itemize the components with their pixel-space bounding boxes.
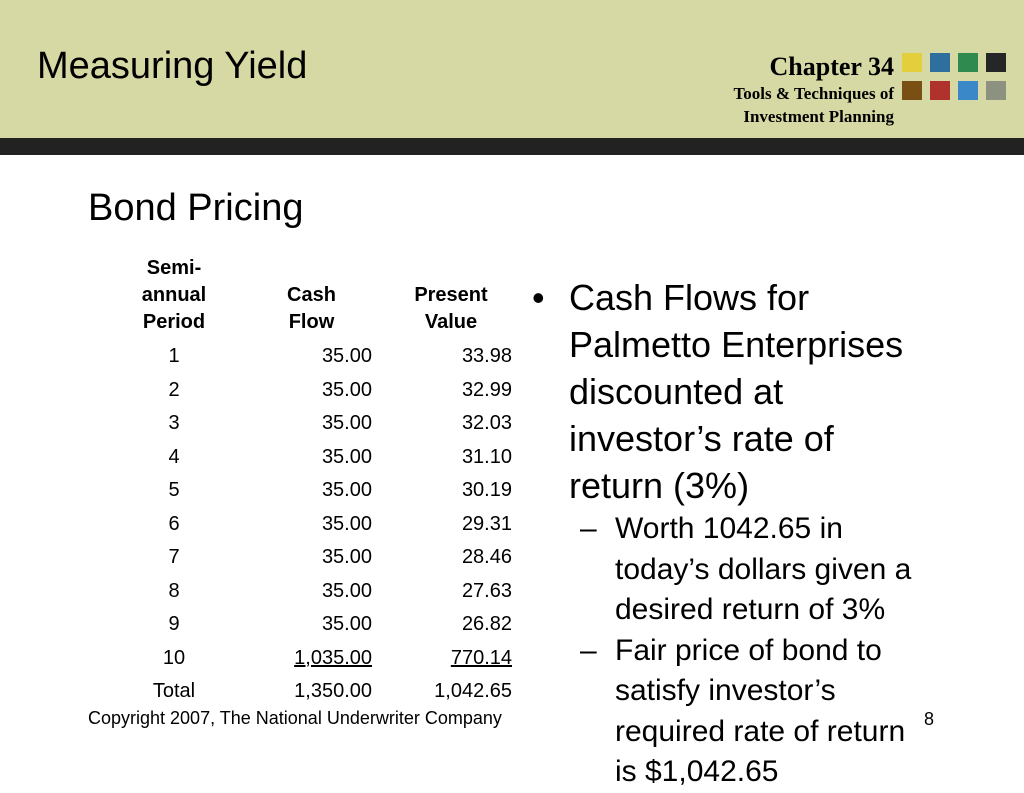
present-value-cell: 33.98 bbox=[461, 345, 512, 368]
section-subtitle: Bond Pricing bbox=[88, 187, 304, 229]
table-row bbox=[125, 340, 512, 374]
table-total-row bbox=[125, 675, 512, 709]
header-line: Present bbox=[414, 284, 488, 306]
cash-flow-cell: 35.00 bbox=[321, 479, 372, 502]
header-line: Semi- bbox=[146, 257, 202, 279]
total-present-value-cell: 1,042.65 bbox=[434, 680, 512, 703]
period-cell: 8 bbox=[168, 579, 180, 602]
header-line: Flow bbox=[288, 311, 335, 333]
bullet-line: investor’s rate of bbox=[569, 418, 834, 459]
cash-flow-cell: 35.00 bbox=[321, 546, 372, 569]
color-square bbox=[902, 53, 922, 72]
period-cell: 5 bbox=[168, 479, 180, 502]
header-divider-bar bbox=[0, 138, 1024, 155]
table-row bbox=[125, 575, 512, 609]
header-line: Cash bbox=[287, 284, 336, 306]
sub-bullet-item bbox=[532, 509, 1012, 631]
slide-title: Measuring Yield bbox=[37, 45, 308, 87]
column-header-present-value bbox=[372, 255, 512, 340]
table-row bbox=[125, 541, 512, 575]
period-cell: 7 bbox=[168, 546, 180, 569]
cash-flow-cell: 35.00 bbox=[321, 613, 372, 636]
table-row bbox=[125, 374, 512, 408]
period-cell: 6 bbox=[168, 512, 180, 535]
copyright-text: Copyright 2007, The National Underwriter Company bbox=[88, 708, 502, 728]
bullet-list bbox=[532, 274, 1012, 793]
bullet-line: Cash Flows for bbox=[569, 277, 810, 318]
table-row bbox=[125, 508, 512, 542]
present-value-cell: 26.82 bbox=[461, 613, 512, 636]
sub-bullet-line: Worth 1042.65 in bbox=[615, 512, 843, 545]
dash-bullet-icon: – bbox=[580, 512, 597, 545]
cash-flow-cell: 35.00 bbox=[321, 412, 372, 435]
sub-bullet-item bbox=[532, 631, 1012, 793]
period-cell: 3 bbox=[168, 412, 180, 435]
color-square bbox=[902, 81, 922, 100]
page-number: 8 bbox=[924, 709, 935, 729]
present-value-cell: 32.99 bbox=[461, 378, 512, 401]
color-square bbox=[930, 53, 950, 72]
sub-bullet-line: required rate of return bbox=[615, 714, 906, 748]
cash-flow-cell: 35.00 bbox=[321, 378, 372, 401]
period-cell: 9 bbox=[168, 613, 180, 636]
column-header-cash-flow bbox=[223, 255, 372, 340]
table-row bbox=[125, 441, 512, 475]
bullet-line: Palmetto Enterprises bbox=[569, 324, 904, 365]
cash-flow-cell: 35.00 bbox=[321, 579, 372, 602]
total-cash-flow-cell: 1,350.00 bbox=[294, 680, 372, 703]
cash-flow-cell bbox=[223, 642, 372, 676]
sub-bullet-line: today’s dollars given a bbox=[615, 552, 912, 586]
table-row bbox=[125, 642, 512, 676]
period-cell: 10 bbox=[162, 646, 186, 669]
header-line: Period bbox=[142, 311, 206, 333]
chapter-block bbox=[734, 52, 894, 128]
total-label-cell: Total bbox=[152, 680, 196, 703]
underlined-value: 770.14 bbox=[450, 646, 512, 669]
table-row bbox=[125, 407, 512, 441]
present-value-cell: 27.63 bbox=[461, 579, 512, 602]
chapter-subtitle-line-2: Investment Planning bbox=[743, 107, 894, 126]
cash-flow-cell: 35.00 bbox=[321, 512, 372, 535]
cash-flow-cell: 35.00 bbox=[321, 445, 372, 468]
present-value-cell: 32.03 bbox=[461, 412, 512, 435]
present-value-cell bbox=[372, 642, 512, 676]
bullet-dot-icon: • bbox=[532, 277, 545, 318]
color-square bbox=[986, 81, 1006, 100]
chapter-title: Chapter 34 bbox=[769, 52, 894, 81]
color-square bbox=[958, 53, 978, 72]
present-value-cell: 30.19 bbox=[461, 479, 512, 502]
cash-flow-cell: 35.00 bbox=[321, 345, 372, 368]
table-header-row bbox=[125, 255, 512, 340]
period-cell: 2 bbox=[168, 378, 180, 401]
header-line: annual bbox=[141, 284, 207, 306]
color-squares-logo bbox=[902, 53, 1006, 103]
sub-bullet-line: desired return of 3% bbox=[615, 593, 886, 626]
bond-pricing-table bbox=[125, 255, 512, 709]
sub-bullet-line: satisfy investor’s bbox=[615, 674, 836, 707]
color-square bbox=[930, 81, 950, 100]
header-line: Value bbox=[424, 311, 478, 333]
period-cell: 1 bbox=[168, 345, 180, 368]
bullet-line: discounted at bbox=[569, 371, 784, 412]
present-value-cell: 31.10 bbox=[461, 445, 512, 468]
dash-bullet-icon: – bbox=[580, 633, 597, 667]
column-header-period bbox=[125, 255, 223, 340]
present-value-cell: 28.46 bbox=[461, 546, 512, 569]
underlined-value: 1,035.00 bbox=[294, 646, 372, 669]
chapter-subtitle-line-1: Tools & Techniques of bbox=[733, 84, 894, 103]
sub-bullet-line: Fair price of bond to bbox=[615, 633, 882, 667]
present-value-cell: 29.31 bbox=[461, 512, 512, 535]
table-row bbox=[125, 474, 512, 508]
color-square bbox=[986, 53, 1006, 72]
color-square bbox=[958, 81, 978, 100]
table-row bbox=[125, 608, 512, 642]
bullet-item bbox=[532, 274, 1012, 509]
bullet-line: return (3%) bbox=[569, 465, 750, 506]
sub-bullet-line: is $1,042.65 bbox=[615, 755, 779, 788]
period-cell: 4 bbox=[168, 445, 180, 468]
